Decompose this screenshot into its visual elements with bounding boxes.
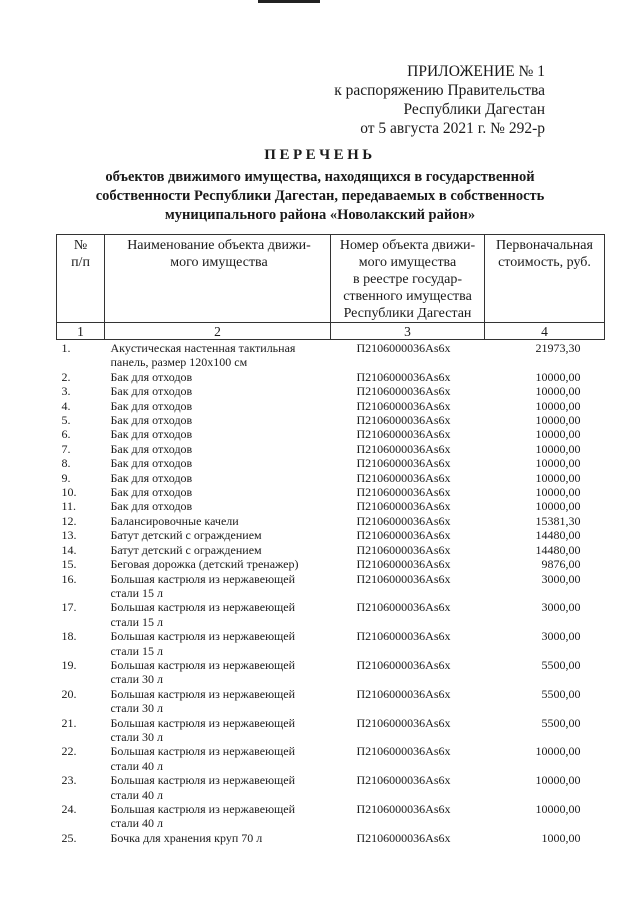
row-item-name — [105, 687, 331, 716]
item-name-line: стали 15 л — [110, 614, 164, 629]
table-row — [57, 499, 605, 513]
row-number: 16. — [61, 571, 77, 586]
row-number: 25. — [61, 830, 77, 845]
scan-edge-mark — [258, 0, 320, 3]
table-header-row — [57, 235, 605, 323]
row-item-name — [105, 499, 331, 513]
table-row — [57, 572, 605, 601]
column-number: 2 — [105, 323, 331, 340]
table-row — [57, 384, 605, 398]
table-row — [57, 716, 605, 745]
row-item-name — [105, 456, 331, 470]
row-item-name — [105, 399, 331, 413]
row-initial-cost: 3000,00 — [541, 600, 581, 615]
header-registry-number: Номер объекта движи- мого имущества в реестре государ- ственного имущества Республики Дагестан — [331, 235, 485, 323]
item-name-line: Бочка для хранения круп 70 л — [110, 830, 263, 845]
row-initial-cost: 10000,00 — [535, 802, 581, 816]
item-name-line: Акустическая настенная тактильная — [110, 341, 296, 355]
row-registry-number: П2106000036As6x — [356, 413, 451, 428]
row-item-name — [105, 471, 331, 485]
item-name-line: Большая кастрюля из нержавеющей — [110, 715, 296, 730]
row-registry-number: П2106000036As6x — [356, 456, 451, 471]
row-item-name — [105, 831, 331, 845]
row-registry-number: П2106000036As6x — [356, 686, 451, 701]
item-name-line: стали 30 л — [110, 729, 164, 744]
table-row — [57, 442, 605, 456]
item-name-line: Бак для отходов — [110, 499, 193, 514]
row-initial-cost: 10000,00 — [535, 427, 581, 442]
row-item-name — [105, 600, 331, 629]
row-item-name — [105, 413, 331, 427]
item-name-line: стали 30 л — [110, 701, 164, 716]
column-number-row — [57, 323, 605, 340]
property-table — [56, 234, 605, 845]
table-row — [57, 456, 605, 470]
row-item-name — [105, 427, 331, 441]
row-initial-cost: 10000,00 — [535, 499, 581, 514]
row-item-name — [105, 442, 331, 456]
document-title: ПЕРЕЧЕНЬ — [264, 147, 376, 163]
row-number: 9. — [61, 470, 71, 485]
row-registry-number: П2106000036As6x — [356, 384, 451, 399]
row-item-name — [105, 543, 331, 557]
table-row — [57, 471, 605, 485]
item-name-line: стали 40 л — [110, 787, 164, 802]
table-row — [57, 773, 605, 802]
row-number: 1. — [61, 341, 71, 355]
row-initial-cost: 5500,00 — [541, 657, 581, 672]
row-number: 14. — [61, 542, 77, 557]
row-item-name — [105, 514, 331, 528]
row-item-name — [105, 773, 331, 802]
row-number: 24. — [61, 802, 77, 816]
table-row — [57, 485, 605, 499]
item-name-line: Большая кастрюля из нержавеющей — [110, 802, 296, 816]
row-initial-cost: 10000,00 — [535, 456, 581, 471]
row-item-name — [105, 370, 331, 384]
row-number: 8. — [61, 456, 71, 471]
row-registry-number: П2106000036As6x — [356, 715, 451, 730]
column-number: 4 — [485, 323, 605, 340]
row-item-name — [105, 629, 331, 658]
row-registry-number: П2106000036As6x — [356, 744, 451, 759]
subtitle-line: объектов движимого имущества, находящихся в государственной — [105, 169, 535, 185]
item-name-line: стали 15 л — [110, 643, 164, 658]
table-row — [57, 427, 605, 441]
row-initial-cost: 3000,00 — [541, 571, 581, 586]
header-number: № п/п — [57, 235, 105, 323]
table-row — [57, 514, 605, 528]
row-initial-cost: 10000,00 — [535, 485, 581, 500]
row-item-name — [105, 658, 331, 687]
row-initial-cost: 10000,00 — [535, 470, 581, 485]
row-registry-number: П2106000036As6x — [356, 499, 451, 514]
row-registry-number: П2106000036As6x — [356, 341, 451, 355]
table-body — [57, 340, 605, 846]
item-name-line: панель, размер 120х100 см — [110, 355, 248, 370]
row-number: 4. — [61, 398, 71, 413]
row-item-name — [105, 716, 331, 745]
table-row — [57, 340, 605, 370]
row-number: 3. — [61, 384, 71, 399]
item-name-line: Беговая дорожка (детский тренажер) — [110, 557, 299, 572]
row-registry-number: П2106000036As6x — [356, 557, 451, 572]
item-name-line: Большая кастрюля из нержавеющей — [110, 600, 296, 615]
subtitle-line: муниципального района «Новолакский район» — [164, 207, 476, 223]
item-name-line: стали 40 л — [110, 816, 164, 831]
row-initial-cost: 10000,00 — [535, 744, 581, 759]
table-row — [57, 413, 605, 427]
row-number: 22. — [61, 744, 77, 759]
row-registry-number: П2106000036As6x — [356, 657, 451, 672]
row-item-name — [105, 802, 331, 831]
table-row — [57, 629, 605, 658]
row-initial-cost: 10000,00 — [535, 369, 581, 384]
row-initial-cost: 1000,00 — [541, 830, 581, 845]
row-registry-number: П2106000036As6x — [356, 513, 451, 528]
table-row — [57, 744, 605, 773]
table-row — [57, 831, 605, 845]
row-number: 23. — [61, 773, 77, 788]
row-number: 17. — [61, 600, 77, 615]
row-item-name — [105, 384, 331, 398]
annex-line-3: Республики Дагестан — [403, 101, 545, 118]
row-number: 10. — [61, 485, 77, 500]
row-registry-number: П2106000036As6x — [356, 802, 451, 816]
column-number: 3 — [331, 323, 485, 340]
table-row — [57, 802, 605, 831]
row-registry-number: П2106000036As6x — [356, 830, 451, 845]
row-initial-cost: 10000,00 — [535, 441, 581, 456]
row-initial-cost: 3000,00 — [541, 629, 581, 644]
item-name-line: Бак для отходов — [110, 485, 193, 500]
document-subtitle — [80, 168, 560, 225]
row-number: 7. — [61, 441, 71, 456]
item-name-line: Бак для отходов — [110, 384, 193, 399]
subtitle-line: собственности Республики Дагестан, передаваемых в собственность — [95, 188, 545, 204]
item-name-line: Большая кастрюля из нержавеющей — [110, 686, 296, 701]
row-initial-cost: 9876,00 — [541, 557, 581, 572]
row-registry-number: П2106000036As6x — [356, 470, 451, 485]
row-registry-number: П2106000036As6x — [356, 600, 451, 615]
row-number: 6. — [61, 427, 71, 442]
item-name-line: стали 40 л — [110, 758, 164, 773]
row-registry-number: П2106000036As6x — [356, 398, 451, 413]
row-number: 20. — [61, 686, 77, 701]
item-name-line: Бак для отходов — [110, 441, 193, 456]
annex-line-4: от 5 августа 2021 г. № 292-р — [360, 120, 545, 137]
row-number: 21. — [61, 715, 77, 730]
row-registry-number: П2106000036As6x — [356, 441, 451, 456]
item-name-line: Бак для отходов — [110, 369, 193, 384]
table-row — [57, 600, 605, 629]
table-row — [57, 557, 605, 571]
item-name-line: Бак для отходов — [110, 427, 193, 442]
row-registry-number: П2106000036As6x — [356, 485, 451, 500]
row-number: 5. — [61, 413, 71, 428]
annex-line-2: к распоряжению Правительства — [334, 82, 545, 99]
row-item-name — [105, 485, 331, 499]
row-item-name — [105, 572, 331, 601]
header-initial-cost: Первоначальная стоимость, руб. — [485, 235, 605, 323]
row-registry-number: П2106000036As6x — [356, 629, 451, 644]
row-initial-cost: 5500,00 — [541, 686, 581, 701]
row-number: 15. — [61, 557, 77, 572]
row-number: 19. — [61, 657, 77, 672]
row-item-name — [105, 528, 331, 542]
row-initial-cost: 14480,00 — [535, 528, 581, 543]
row-registry-number: П2106000036As6x — [356, 528, 451, 543]
row-registry-number: П2106000036As6x — [356, 542, 451, 557]
row-initial-cost: 14480,00 — [535, 542, 581, 557]
row-initial-cost: 21973,30 — [535, 341, 581, 355]
row-initial-cost: 10000,00 — [535, 384, 581, 399]
row-item-name — [105, 340, 331, 370]
item-name-line: стали 30 л — [110, 672, 164, 687]
item-name-line: Большая кастрюля из нержавеющей — [110, 629, 296, 644]
row-initial-cost: 10000,00 — [535, 413, 581, 428]
item-name-line: стали 15 л — [110, 585, 164, 600]
item-name-line: Большая кастрюля из нержавеющей — [110, 744, 296, 759]
annex-line-1: ПРИЛОЖЕНИЕ № 1 — [407, 63, 545, 80]
row-registry-number: П2106000036As6x — [356, 427, 451, 442]
row-registry-number: П2106000036As6x — [356, 369, 451, 384]
row-number: 13. — [61, 528, 77, 543]
row-registry-number: П2106000036As6x — [356, 571, 451, 586]
item-name-line: Большая кастрюля из нержавеющей — [110, 657, 296, 672]
table-row — [57, 687, 605, 716]
row-item-name — [105, 744, 331, 773]
table-row — [57, 658, 605, 687]
item-name-line: Бак для отходов — [110, 398, 193, 413]
item-name-line: Бак для отходов — [110, 456, 193, 471]
table-row — [57, 543, 605, 557]
item-name-line: Большая кастрюля из нержавеющей — [110, 773, 296, 788]
row-initial-cost: 5500,00 — [541, 715, 581, 730]
column-number: 1 — [57, 323, 105, 340]
row-initial-cost: 10000,00 — [535, 398, 581, 413]
row-number: 2. — [61, 369, 71, 384]
table-row — [57, 399, 605, 413]
row-number: 11. — [61, 499, 77, 514]
header-name: Наименование объекта движи- мого имущества — [105, 235, 331, 323]
table-row — [57, 370, 605, 384]
table-row — [57, 528, 605, 542]
row-registry-number: П2106000036As6x — [356, 773, 451, 788]
item-name-line: Бак для отходов — [110, 470, 193, 485]
row-number: 12. — [61, 513, 77, 528]
item-name-line: Бак для отходов — [110, 413, 193, 428]
item-name-line: Батут детский с ограждением — [110, 528, 262, 543]
item-name-line: Батут детский с ограждением — [110, 542, 262, 557]
item-name-line: Большая кастрюля из нержавеющей — [110, 571, 296, 586]
row-item-name — [105, 557, 331, 571]
row-initial-cost: 10000,00 — [535, 773, 581, 788]
item-name-line: Балансировочные качели — [110, 513, 239, 528]
row-initial-cost: 15381,30 — [535, 513, 581, 528]
row-number: 18. — [61, 629, 77, 644]
